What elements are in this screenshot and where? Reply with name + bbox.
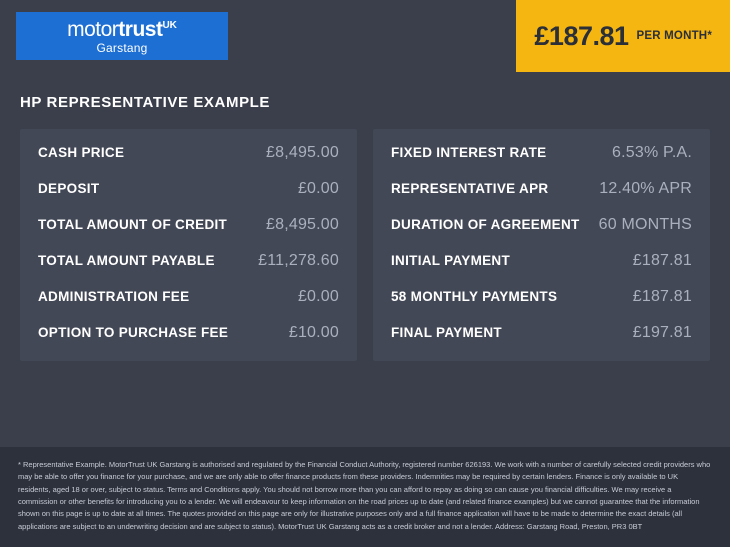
dealer-logo[interactable] [16,12,228,60]
row-label: TOTAL AMOUNT OF CREDIT [38,217,228,232]
finance-panel-right [373,129,710,361]
page-title-wrap [0,72,730,111]
logo-text-uk: UK [162,19,177,31]
row-label: 58 MONTHLY PAYMENTS [391,289,558,304]
monthly-price-period: PER MONTH* [636,30,712,42]
row-value: £187.81 [632,288,692,305]
finance-details [0,111,730,361]
page-title: HP REPRESENTATIVE EXAMPLE [20,94,271,111]
table-row [373,207,710,243]
monthly-price-badge [516,0,730,72]
row-value: £0.00 [297,288,339,305]
row-label: TOTAL AMOUNT PAYABLE [38,253,215,268]
table-row [20,315,357,351]
row-label: DEPOSIT [38,181,100,196]
row-value: 12.40% APR [599,180,692,197]
row-label: ADMINISTRATION FEE [38,289,190,304]
row-value: £8,495.00 [266,216,339,233]
row-value: 60 MONTHS [598,216,692,233]
table-row [20,135,357,171]
row-label: CASH PRICE [38,145,125,160]
table-row [373,279,710,315]
row-value: £11,278.60 [258,252,339,269]
header [0,0,730,72]
table-row [373,315,710,351]
table-row [373,135,710,171]
row-value: £197.81 [632,324,692,341]
table-row [373,171,710,207]
disclaimer-text: * Representative Example. MotorTrust UK Garstang is authorised and regulated by the Financial Conduct Authority, registered number 626193. We work with a number of carefully selected credit providers who may be able to offer you finance for your purchase, and we are only able to offer finance products from these providers. Indemnities may be required by certain lenders. Finance is only available to UK residents, aged 18 or over, subject to status. Terms and Conditions apply. You should not borrow more than you can afford to repay as doing so can cause you financial difficulties. We may receive a commission or other benefits for introducing you to a lender. We will endeavour to keep information on the road prices up to date (and related finance examples) but we cannot guarantee that the information shown on this page is up to date at all times. The quotes provided on this page are only for illustrative purposes only and a full finance application will have to be made to determine the exact details (all applications are subject to an underwriting decision and are subject to status). MotorTrust UK Garstang acts as a credit broker and not a lender. Address: Garstang Road, Preston, PR3 0BT [18,459,711,531]
logo-wordmark [67,19,177,40]
row-value: £10.00 [288,324,339,341]
logo-text-trust: trust [118,17,163,41]
footer-disclaimer [0,447,730,547]
row-label: REPRESENTATIVE APR [391,181,549,196]
table-row [20,279,357,315]
row-label: FIXED INTEREST RATE [391,145,547,160]
table-row [20,207,357,243]
row-value: £0.00 [297,180,339,197]
row-label: FINAL PAYMENT [391,325,502,340]
row-value: £8,495.00 [266,144,339,161]
row-value: 6.53% P.A. [612,144,692,161]
table-row [20,243,357,279]
table-row [20,171,357,207]
row-label: DURATION OF AGREEMENT [391,217,580,232]
logo-branch-label: Garstang [96,40,148,55]
finance-panel-left [20,129,357,361]
table-row [373,243,710,279]
row-label: OPTION TO PURCHASE FEE [38,325,229,340]
row-value: £187.81 [632,252,692,269]
row-label: INITIAL PAYMENT [391,253,511,268]
monthly-price-amount: £187.81 [534,20,629,51]
logo-text-motor: motor [67,17,119,41]
